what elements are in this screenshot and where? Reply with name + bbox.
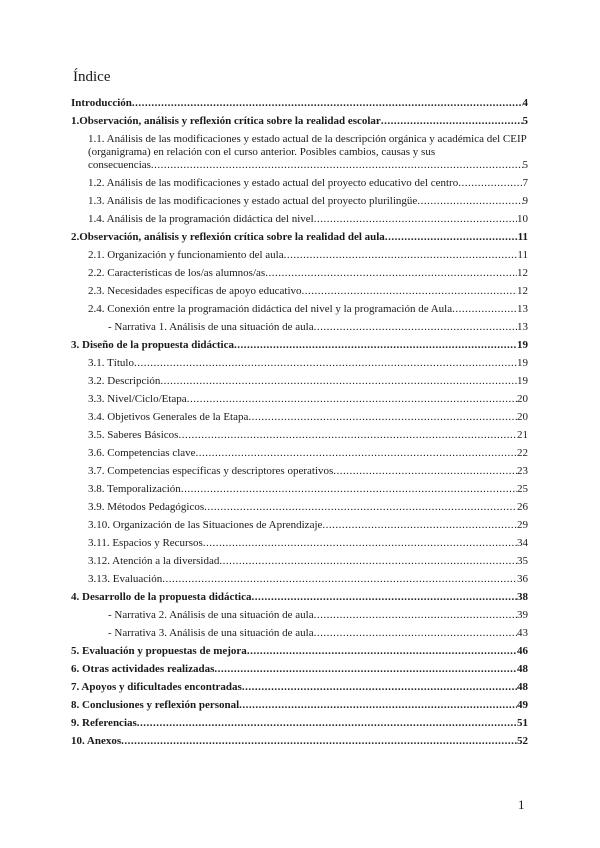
toc-entry-text: 3.6. Competencias clave (88, 447, 196, 459)
toc-entry[interactable] (71, 321, 528, 334)
page-title: Índice (73, 69, 111, 85)
toc-entry-page: 12 (517, 267, 528, 279)
toc-entry-page: 11 (517, 249, 528, 261)
toc-entry[interactable] (71, 177, 528, 190)
toc-entry-text: Introducción (71, 97, 132, 109)
toc-entry[interactable] (71, 195, 528, 208)
page-number: 1 (518, 797, 525, 812)
toc-entry-page: 36 (517, 573, 528, 585)
toc-leader-dots (284, 249, 518, 262)
toc-leader-dots (132, 97, 523, 110)
toc-entry-text: 1.2. Análisis de las modificaciones y estado actual del proyecto educativo del centro (88, 177, 459, 189)
toc-entry-text: 1.4. Análisis de la programación didáctica del nivel (88, 213, 314, 225)
toc-entry[interactable] (71, 717, 528, 730)
toc-entry-page: 22 (517, 447, 528, 459)
toc-leader-dots (121, 735, 517, 748)
toc-entry-text: 1.1. Análisis de las modificaciones y estado actual de la descripción orgánica y académica del CEIP (organigrama) en relación con el curso anterior. Posibles cambios, causas y sus (88, 133, 527, 158)
toc-entry[interactable] (71, 357, 528, 370)
toc-entry-page: 19 (517, 375, 528, 387)
toc-entry-text: 1.Observación, análisis y reflexión crítica sobre la realidad escolar (71, 115, 381, 127)
toc-entry-text: 2.3. Necesidades específicas de apoyo educativo (88, 285, 302, 297)
toc-entry-page: 34 (517, 537, 528, 549)
toc-leader-dots (196, 447, 517, 460)
toc-entry[interactable] (71, 249, 528, 262)
toc-entry-text: 3.4. Objetivos Generales de la Etapa (88, 411, 249, 423)
toc-leader-dots (239, 699, 517, 712)
toc-entry-line (88, 159, 528, 172)
toc-entry-page: 46 (517, 645, 528, 657)
toc-entry[interactable] (71, 375, 528, 388)
toc-leader-dots (452, 303, 517, 316)
toc-leader-dots (247, 645, 517, 658)
toc-entry-text: 6. Otras actividades realizadas (71, 663, 215, 675)
toc-entry[interactable] (71, 573, 528, 586)
toc-leader-dots (248, 411, 517, 424)
toc-entry[interactable] (71, 627, 528, 640)
toc-entry[interactable] (71, 735, 528, 748)
toc-entry-page: 7 (522, 177, 528, 189)
toc-entry-text: - Narrativa 2. Análisis de una situación de aula (108, 609, 314, 621)
toc-entry[interactable] (71, 267, 528, 280)
toc-leader-dots (219, 555, 517, 568)
toc-leader-dots (160, 375, 517, 388)
toc-entry[interactable] (71, 303, 528, 316)
toc-entry[interactable] (71, 645, 528, 658)
toc-entry-text: 7. Apoyos y dificultades encontradas (71, 681, 242, 693)
toc-entry-text: 1.3. Análisis de las modificaciones y estado actual del proyecto plurilingüe (88, 195, 418, 207)
toc-leader-dots (234, 339, 517, 352)
toc-leader-dots (162, 573, 517, 586)
toc-leader-dots (314, 627, 517, 640)
toc-entry-page: 29 (517, 519, 528, 531)
toc-entry-page: 26 (517, 501, 528, 513)
toc-entry-text: 3.13. Evaluación (88, 573, 163, 585)
toc-entry-page: 10 (517, 213, 528, 225)
toc-leader-dots (314, 321, 517, 334)
toc-entry-page: 19 (517, 339, 528, 351)
toc-entry-page: 19 (517, 357, 528, 369)
toc-leader-dots (181, 483, 517, 496)
toc-entry[interactable] (71, 97, 528, 110)
toc-entry-text: 10. Anexos (71, 735, 122, 747)
toc-leader-dots (187, 393, 517, 406)
toc-entry[interactable] (71, 447, 528, 460)
toc-entry-text: 3.5. Saberes Básicos (88, 429, 179, 441)
toc-entry-text: 8. Conclusiones y reflexión personal (71, 699, 240, 711)
toc-entry[interactable] (71, 501, 528, 514)
toc-entry[interactable] (71, 213, 528, 226)
toc-entry[interactable] (71, 115, 528, 128)
toc-leader-dots (322, 519, 517, 532)
toc-entry-page: 13 (517, 303, 528, 315)
toc-entry-page: 4 (522, 97, 528, 109)
toc-entry[interactable] (71, 591, 528, 604)
toc-entry-text: 3. Diseño de la propuesta didáctica (71, 339, 234, 351)
toc-leader-dots (417, 195, 522, 208)
toc-entry-page: 23 (517, 465, 528, 477)
toc-leader-dots (458, 177, 522, 190)
toc-entry-text: 2.Observación, análisis y reflexión crítica sobre la realidad del aula (71, 231, 385, 243)
toc-entry[interactable] (71, 699, 528, 712)
toc-entry-page: 25 (517, 483, 528, 495)
toc-leader-dots (381, 115, 523, 128)
toc-entry-text: 3.10. Organización de las Situaciones de Aprendizaje (88, 519, 323, 531)
toc-leader-dots (385, 231, 518, 244)
toc-leader-dots (314, 609, 517, 622)
toc-entry-text: 9. Referencias (71, 717, 137, 729)
toc-leader-dots (265, 267, 517, 280)
toc-entry-text: 3.12. Atención a la diversidad (88, 555, 220, 567)
toc-entry-page: 20 (517, 411, 528, 423)
toc-entry-text: 3.2. Descripción (88, 375, 161, 387)
toc-entry-page: 49 (517, 699, 528, 711)
toc-entry[interactable] (71, 339, 528, 352)
toc-leader-dots (178, 429, 517, 442)
toc-entry-text: - Narrativa 3. Análisis de una situación de aula (108, 627, 314, 639)
toc-entry-page: 48 (517, 663, 528, 675)
toc-entry-text: 2.4. Conexión entre la programación didáctica del nivel y la programación de Aula (88, 303, 453, 315)
toc-entry-text: consecuencias (88, 159, 151, 171)
toc-leader-dots (214, 663, 517, 676)
toc-entry-text: 3.11. Espacios y Recursos (88, 537, 203, 549)
toc-entry-text: 3.7. Competencias específicas y descriptores operativos (88, 465, 334, 477)
toc-entry-page: 52 (517, 735, 528, 747)
toc-leader-dots (314, 213, 517, 226)
toc-leader-dots (204, 501, 517, 514)
toc-entry-page: 12 (517, 285, 528, 297)
toc-leader-dots (134, 357, 517, 370)
toc-entry[interactable] (71, 555, 528, 568)
toc-leader-dots (333, 465, 517, 478)
toc-entry-text: 3.3. Nivel/Ciclo/Etapa (88, 393, 187, 405)
toc-leader-dots (302, 285, 518, 298)
toc-entry-text: - Narrativa 1. Análisis de una situación de aula (108, 321, 314, 333)
toc-entry[interactable] (71, 465, 528, 478)
toc-entry[interactable] (71, 609, 528, 622)
toc-entry-text: 3.9. Métodos Pedagógicos (88, 501, 205, 513)
toc-entry[interactable] (71, 411, 528, 424)
toc-entry-page: 9 (522, 195, 528, 207)
toc-entry[interactable] (71, 393, 528, 406)
toc-leader-dots (137, 717, 517, 730)
toc-entry-text: 2.1. Organización y funcionamiento del aula (88, 249, 284, 261)
toc-entry-text: 3.8. Temporalización (88, 483, 181, 495)
toc-entry[interactable] (71, 133, 528, 172)
toc-entry-text: 5. Evaluación y propuestas de mejora (71, 645, 247, 657)
toc-entry[interactable] (71, 681, 528, 694)
toc-entry[interactable] (71, 519, 528, 532)
toc-entry[interactable] (71, 285, 528, 298)
toc-entry[interactable] (71, 483, 528, 496)
toc-entry[interactable] (71, 231, 528, 244)
toc-entry-page: 38 (517, 591, 528, 603)
toc-entry-page: 39 (517, 609, 528, 621)
toc-leader-dots (203, 537, 517, 550)
toc-entry-page: 5 (522, 115, 528, 127)
toc-entry-page: 43 (517, 627, 528, 639)
toc-entry-text: 2.2. Características de los/as alumnos/as (88, 267, 266, 279)
toc-leader-dots (242, 681, 517, 694)
toc-entry-text: 3.1. Título (88, 357, 134, 369)
toc-entry[interactable] (71, 537, 528, 550)
toc-entry-page: 5 (522, 159, 528, 171)
toc-entry-text: 4. Desarrollo de la propuesta didáctica (71, 591, 252, 603)
toc-entry-page: 48 (517, 681, 528, 693)
toc-entry-page: 51 (517, 717, 528, 729)
toc-entry-page: 20 (517, 393, 528, 405)
toc-entry[interactable] (71, 429, 528, 442)
toc-entry-page: 35 (517, 555, 528, 567)
toc-entry-page: 11 (517, 231, 528, 243)
toc-leader-dots (151, 159, 523, 172)
toc-entry-page: 21 (517, 429, 528, 441)
table-of-contents (71, 97, 528, 753)
toc-entry-page: 13 (517, 321, 528, 333)
toc-leader-dots (251, 591, 517, 604)
toc-entry[interactable] (71, 663, 528, 676)
